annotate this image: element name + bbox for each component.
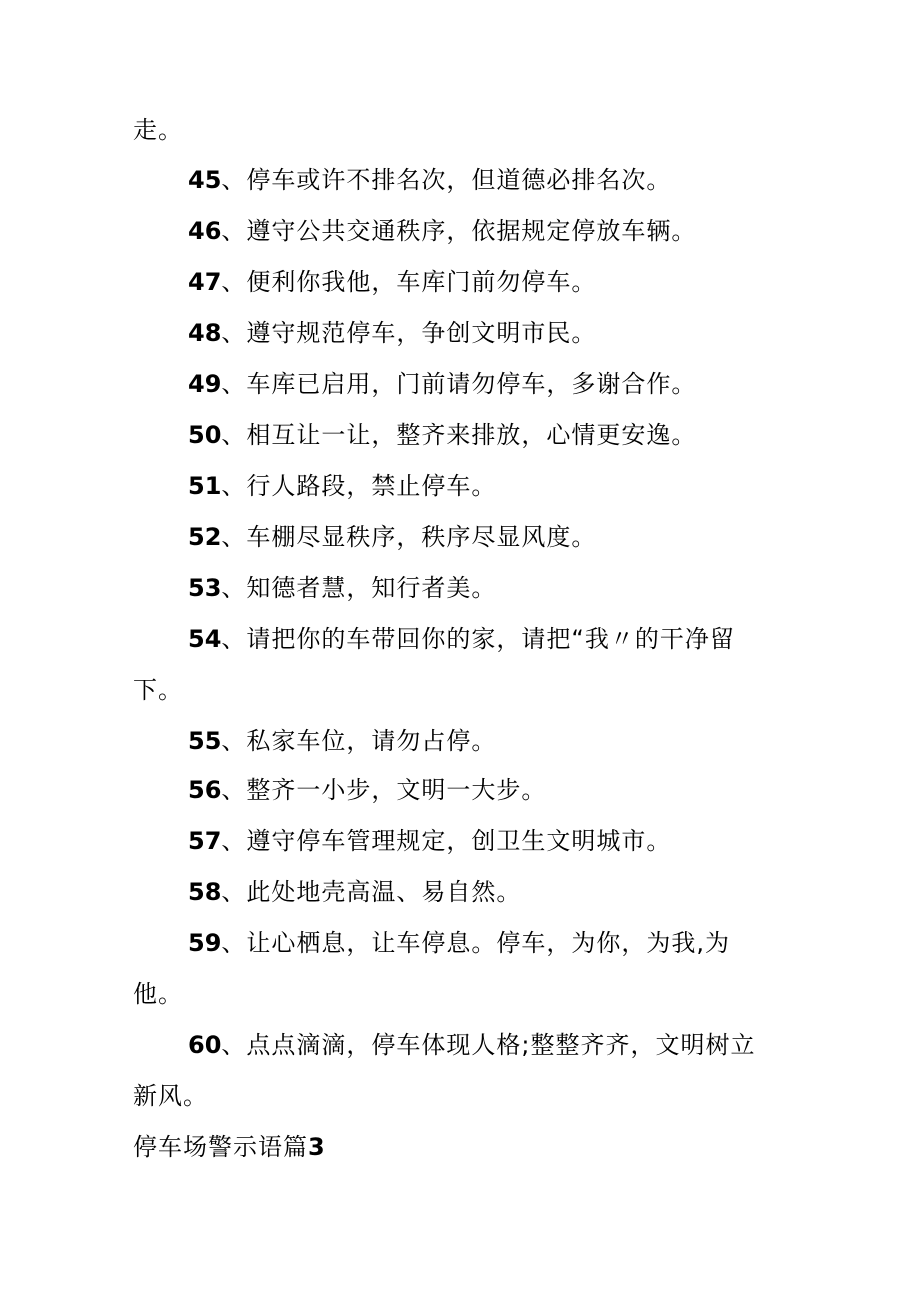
list-item	[188, 770, 848, 810]
list-item	[188, 262, 848, 302]
item-text: 、车库已启用，门前请勿停车，多谢合作。	[221, 370, 697, 398]
item-number: 52	[188, 523, 222, 551]
text-line	[133, 110, 793, 150]
heading-number: 3	[308, 1133, 325, 1161]
list-item	[188, 568, 848, 608]
list-item	[188, 415, 848, 455]
list-item	[188, 1025, 848, 1065]
list-item	[188, 313, 848, 353]
item-text: 下。	[133, 676, 183, 704]
item-text: 新风。	[133, 1082, 208, 1110]
item-text: 、行人路段，禁止停车。	[221, 472, 497, 500]
item-number: 60	[188, 1031, 222, 1059]
list-item	[188, 517, 848, 557]
heading-text: 停车场警示语篇	[133, 1133, 308, 1161]
item-number: 57	[188, 827, 222, 855]
item-number: 54	[188, 625, 222, 653]
item-number: 49	[188, 370, 222, 398]
item-text: 、便利你我他，车库门前勿停车。	[221, 268, 597, 296]
item-number: 59	[188, 929, 222, 957]
item-number: 53	[188, 574, 222, 602]
item-text: 、停车或许不排名次，但道德必排名次。	[221, 166, 672, 194]
list-item	[188, 364, 848, 404]
item-number: 50	[188, 421, 222, 449]
item-number: 58	[188, 878, 222, 906]
item-number: 48	[188, 319, 222, 347]
item-text: 、遵守停车管理规定，创卫生文明城市。	[221, 827, 672, 855]
text-line	[133, 670, 793, 710]
item-number: 46	[188, 217, 222, 245]
section-heading	[133, 1127, 793, 1167]
text-line	[133, 974, 793, 1014]
list-item	[188, 923, 848, 963]
list-item	[188, 721, 848, 761]
item-text: 、遵守公共交通秩序，依据规定停放车辆。	[221, 217, 697, 245]
item-text: 、此处地壳高温、易自然。	[221, 878, 522, 906]
item-text: 、车棚尽显秩序，秩序尽显风度。	[221, 523, 597, 551]
item-text: 他。	[133, 980, 183, 1008]
item-number: 51	[188, 472, 222, 500]
list-item	[188, 466, 848, 506]
item-number: 47	[188, 268, 222, 296]
list-item	[188, 619, 848, 659]
item-text: 、点点滴滴，停车体现人格;整整齐齐，文明树立	[221, 1031, 756, 1059]
item-text: 、私家车位，请勿占停。	[221, 727, 497, 755]
item-number: 45	[188, 166, 222, 194]
item-text: 、请把你的车带回你的家，请把“我〃的干净留	[221, 625, 735, 653]
list-item	[188, 872, 848, 912]
text-line	[133, 1076, 793, 1116]
item-text: 、整齐一小步，文明一大步。	[221, 776, 547, 804]
item-number: 55	[188, 727, 222, 755]
list-item	[188, 160, 848, 200]
list-item	[188, 211, 848, 251]
list-item	[188, 821, 848, 861]
item-text: 、知德者慧，知行者美。	[221, 574, 497, 602]
item-text: 走。	[133, 116, 183, 144]
item-text: 、遵守规范停车，争创文明市民。	[221, 319, 597, 347]
item-text: 、让心栖息，让车停息。停车，为你，为我,为	[221, 929, 731, 957]
item-text: 、相互让一让，整齐来排放，心情更安逸。	[221, 421, 697, 449]
item-number: 56	[188, 776, 222, 804]
